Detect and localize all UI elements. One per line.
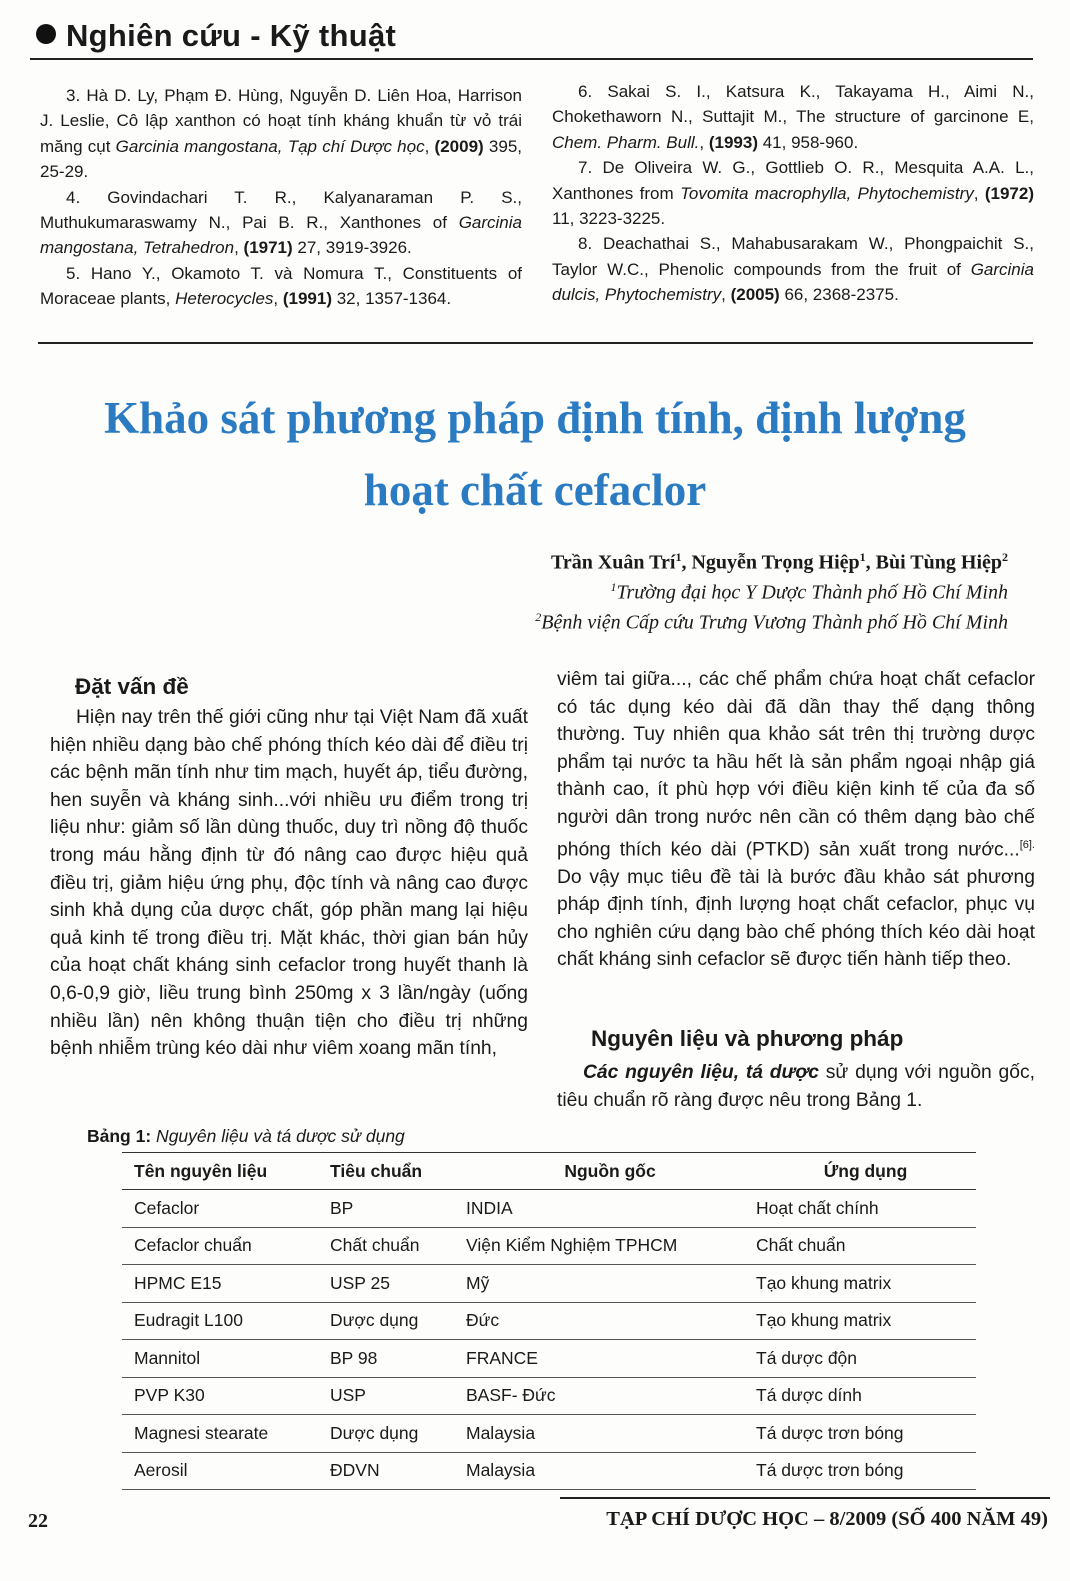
column-header: Tên nguyên liệu xyxy=(122,1153,329,1190)
reference-item: 8. Deachathai S., Mahabusarakam W., Phongpaichit S., Taylor W.C., Phenolic compounds from the fruit of Garcinia dulcis, Phytochemistry, (2005) 66, 2368-2375. xyxy=(552,234,1034,305)
footer-rule xyxy=(560,1497,1050,1499)
table-cell: Hoạt chất chính xyxy=(755,1190,976,1228)
table-cell: Cefaclor xyxy=(122,1190,329,1228)
heading-methods: Nguyên liệu và phương pháp xyxy=(591,1026,904,1051)
table-cell: USP xyxy=(329,1377,465,1415)
table-row xyxy=(122,1452,976,1490)
table-cell: Đức xyxy=(465,1302,755,1340)
table-row xyxy=(122,1302,976,1340)
reference-item: 7. De Oliveira W. G., Gottlieb O. R., Mesquita A.A. L., Xanthones from Tovomita macrophylla, Phytochemistry, (1972) 11, 3223-3225. xyxy=(552,158,1034,229)
references-right xyxy=(552,79,1034,308)
paragraph: viêm tai giữa..., các chế phẩm chứa hoạt chất cefaclor có tác dụng kéo dài đã dần thay thế dạng thông thường. Tuy nhiên qua khảo sát trên thị trường dược phẩm tại nước ta hầu hết là sản phẩm ngoại nhập giá thành cao, ít phù hợp với điều kiện kinh tế của đa số người dân trong nước nên cần có thêm dạng bào chế phóng thích kéo dài (PTKD) sản xuất trong nước...$^{[6].}$ Do vậy mục tiêu đề tài là bước đầu khảo sát phương pháp định tính, định lượng hoạt chất cefaclor, phục vụ cho nghiên cứu dạng bào chế phóng thích kéo dài hoạt chất kháng sinh cefaclor sẽ được tiến hành tiếp theo. xyxy=(557,669,1035,971)
intro-left-column xyxy=(50,704,528,1063)
table-cell: HPMC E15 xyxy=(122,1265,329,1303)
table-row xyxy=(122,1415,976,1453)
table-cell: Tạo khung matrix xyxy=(755,1302,976,1340)
reference-item: 4. Govindachari T. R., Kalyanaraman P. S., Muthukumaraswamy N., Pai B. R., Xanthones of Garcinia mangostana, Tetrahedron, (1971) 27, 3919-3926. xyxy=(40,187,522,258)
table-cell: Mỹ xyxy=(465,1265,755,1303)
table-cell: BP 98 xyxy=(329,1340,465,1378)
title-line: hoạt chất cefaclor xyxy=(363,465,707,515)
table-cell: Malaysia xyxy=(465,1452,755,1490)
article-title xyxy=(0,382,1070,526)
table-cell: Magnesi stearate xyxy=(122,1415,329,1453)
column-header: Tiêu chuẩn xyxy=(329,1153,465,1190)
table-cell: USP 25 xyxy=(329,1265,465,1303)
table-cell: Tạo khung matrix xyxy=(755,1265,976,1303)
table-cell: Chất chuẩn xyxy=(755,1227,976,1265)
table-cell: Tá dược trơn bóng xyxy=(755,1415,976,1453)
reference-item: 6. Sakai S. I., Katsura K., Takayama H., Aimi N., Chokethaworn N., Suttajit M., The structure of garcinone E, Chem. Pharm. Bull., (1993) 41, 958-960. xyxy=(552,82,1034,152)
affiliation: $^1$Trường đại học Y Dược Thành phố Hồ Chí Minh xyxy=(610,580,1008,604)
table-cell: Cefaclor chuẩn xyxy=(122,1227,329,1265)
table-cell: FRANCE xyxy=(465,1340,755,1378)
table-cell: PVP K30 xyxy=(122,1377,329,1415)
table-cell: BASF- Đức xyxy=(465,1377,755,1415)
table-cell: Aerosil xyxy=(122,1452,329,1490)
table-caption: Bảng 1: Nguyên liệu và tá dược sử dụng xyxy=(87,1126,405,1146)
table-row xyxy=(122,1340,976,1378)
table-cell: ĐDVN xyxy=(329,1452,465,1490)
journal-footer: TẠP CHÍ DƯỢC HỌC – 8/2009 (SỐ 400 NĂM 49) xyxy=(606,1508,1048,1530)
methods-text xyxy=(557,1059,1035,1114)
table-cell: Viện Kiểm Nghiệm TPHCM xyxy=(465,1227,755,1265)
paragraph: Hiện nay trên thế giới cũng như tại Việt Nam đã xuất hiện nhiều dạng bào chế phóng thích kéo dài để điều trị các bệnh mãn tính như tim mạch, huyết áp, tiểu đường, hen suyễn và kháng sinh...với nhiều ưu điểm trong trị liệu như: giảm số lần dùng thuốc, duy trì nồng độ thuốc trong máu hằng định từ đó nâng cao được hiệu quả điều trị, giảm hiệu ứng phụ, độc tính và nâng cao được sinh khả dụng của dược chất, góp phần mang lại hiệu quả kinh tế trong điều trị. Mặt khác, thời gian bán hủy của hoạt chất kháng sinh cefaclor trong huyết thanh là 0,6-0,9 giờ, liều trung bình 250mg x 3 lần/ngày (uống nhiều lần) nên không thuận tiện cho điều trị những bệnh nhiễm trùng kéo dài như viêm xoang mãn tính, xyxy=(50,707,528,1060)
bullet-icon xyxy=(36,24,56,44)
table-cell: BP xyxy=(329,1190,465,1228)
header-rule xyxy=(30,58,1033,60)
section-header xyxy=(36,18,396,54)
page-number: 22 xyxy=(28,1510,48,1532)
table-cell: Tá dược dính xyxy=(755,1377,976,1415)
table-row xyxy=(122,1377,976,1415)
table-cell: Tá dược độn xyxy=(755,1340,976,1378)
intro-right-column xyxy=(557,666,1035,974)
section-title: Nghiên cứu - Kỹ thuật xyxy=(66,18,397,53)
reference-item: 3. Hà D. Ly, Phạm Đ. Hùng, Nguyễn D. Liên Hoa, Harrison J. Leslie, Cô lập xanthon có hoạt tính kháng khuẩn từ vỏ trái măng cụt Garcinia mangostana, Tạp chí Dược học, (2009) 395, 25-29. xyxy=(40,86,522,182)
table-cell: Eudragit L100 xyxy=(122,1302,329,1340)
table-cell: Tá dược trơn bóng xyxy=(755,1452,976,1490)
reference-item: 5. Hano Y., Okamoto T. và Nomura T., Constituents of Moraceae plants, Heterocycles, (1991) 32, 1357-1364. xyxy=(40,263,522,309)
column-header: Ứng dụng xyxy=(755,1153,976,1190)
references-left xyxy=(40,83,522,312)
table-row xyxy=(122,1227,976,1265)
table-cell: Chất chuẩn xyxy=(329,1227,465,1265)
column-header: Nguồn gốc xyxy=(465,1153,755,1190)
table-cell: Malaysia xyxy=(465,1415,755,1453)
table-row xyxy=(122,1190,976,1228)
table-row xyxy=(122,1265,976,1303)
heading-intro: Đặt vấn đề xyxy=(75,674,189,699)
section-divider xyxy=(38,342,1033,344)
materials-table xyxy=(122,1152,976,1490)
paragraph: Các nguyên liệu, tá dược sử dụng với nguồn gốc, tiêu chuẩn rõ ràng được nêu trong Bảng 1. xyxy=(557,1062,1035,1111)
table-cell: INDIA xyxy=(465,1190,755,1228)
authors: Trần Xuân Trí$^1$, Nguyễn Trọng Hiệp$^1$, Bùi Tùng Hiệp$^2$ xyxy=(550,550,1008,574)
table-cell: Dược dụng xyxy=(329,1302,465,1340)
table-cell: Mannitol xyxy=(122,1340,329,1378)
affiliation: $^2$Bệnh viện Cấp cứu Trưng Vương Thành phố Hồ Chí Minh xyxy=(535,610,1008,634)
table-cell: Dược dụng xyxy=(329,1415,465,1453)
title-line: Khảo sát phương pháp định tính, định lượng xyxy=(104,393,966,443)
table-header-row xyxy=(122,1153,976,1190)
